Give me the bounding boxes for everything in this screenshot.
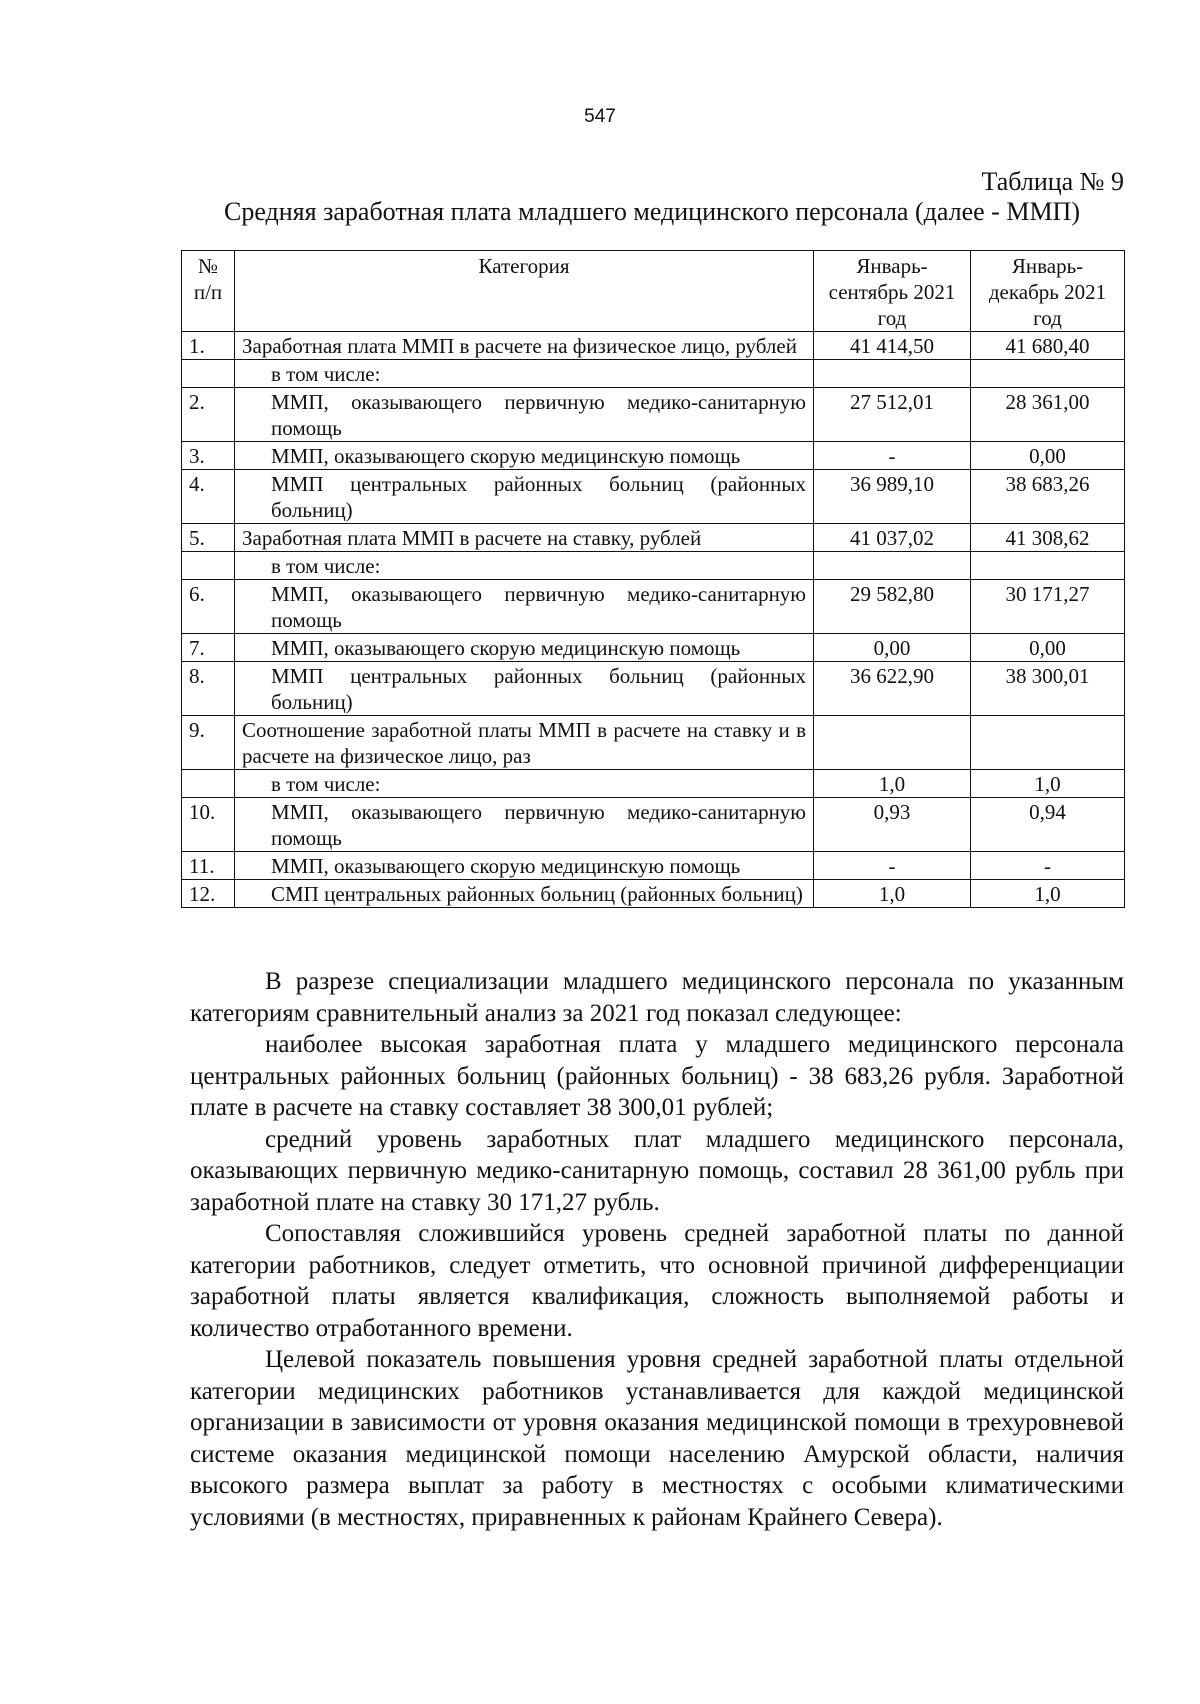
- row-value-jan-sep: 36 989,10: [814, 470, 971, 524]
- row-value-jan-dec: 41 308,62: [971, 524, 1125, 552]
- row-value-jan-sep: 1,0: [814, 880, 971, 908]
- paragraph: Сопоставляя сложившийся уровень средней заработной платы по данной категории работников, следует отметить, что основной причиной дифференциации заработной платы является квалификация, сложность выполняемой работы и количество отработанного времени.: [190, 1220, 1124, 1342]
- row-value-jan-sep: -: [814, 442, 971, 470]
- table-row: [182, 332, 1125, 360]
- table-row: [182, 716, 1125, 770]
- table-row: [182, 770, 1125, 798]
- row-value-jan-sep: 27 512,01: [814, 388, 971, 442]
- row-category: ММП, оказывающего первичную медико-санитарную помощь: [235, 798, 814, 852]
- paragraph: наиболее высокая заработная плата у младшего медицинского персонала центральных районных больниц (районных больниц) - 38 683,26 рубля. Заработной плате в расчете на ставку составляет 38 300,01 рублей;: [190, 1031, 1124, 1121]
- row-category: СМП центральных районных больниц (районных больниц): [235, 880, 814, 908]
- row-value-jan-dec: 41 680,40: [971, 332, 1125, 360]
- row-category: ММП, оказывающего первичную медико-санитарную помощь: [235, 388, 814, 442]
- row-value-jan-sep: [814, 552, 971, 580]
- row-category: ММП, оказывающего скорую медицинскую помощь: [235, 852, 814, 880]
- row-category: ММП, оказывающего скорую медицинскую помощь: [235, 442, 814, 470]
- table-row: [182, 634, 1125, 662]
- row-category: Заработная плата ММП в расчете на ставку, рублей: [235, 524, 814, 552]
- row-value-jan-dec: 38 300,01: [971, 662, 1125, 716]
- row-value-jan-sep: -: [814, 852, 971, 880]
- header-jan-dec: Январь-декабрь 2021 год: [971, 251, 1125, 332]
- row-value-jan-dec: 0,94: [971, 798, 1125, 852]
- row-value-jan-sep: 0,93: [814, 798, 971, 852]
- row-num: 4.: [182, 470, 235, 524]
- row-value-jan-dec: [971, 716, 1125, 770]
- table-row: [182, 470, 1125, 524]
- body-text: [190, 966, 1124, 1533]
- table-label: Таблица № 9: [981, 167, 1124, 196]
- table-row: [182, 852, 1125, 880]
- table-row: [182, 388, 1125, 442]
- row-num: [182, 770, 235, 798]
- row-value-jan-sep: 29 582,80: [814, 580, 971, 634]
- row-num: 11.: [182, 852, 235, 880]
- row-num: 9.: [182, 716, 235, 770]
- row-value-jan-dec: 1,0: [971, 770, 1125, 798]
- table-row: [182, 360, 1125, 388]
- row-value-jan-sep: [814, 360, 971, 388]
- paragraph: В разрезе специализации младшего медицинского персонала по указанным категориям сравнительный анализ за 2021 год показал следующее:: [190, 968, 1124, 1027]
- row-value-jan-sep: 36 622,90: [814, 662, 971, 716]
- row-category: Соотношение заработной платы ММП в расчете на ставку и в расчете на физическое лицо, раз: [235, 716, 814, 770]
- row-category: в том числе:: [235, 360, 814, 388]
- row-value-jan-dec: 0,00: [971, 634, 1125, 662]
- row-value-jan-dec: [971, 360, 1125, 388]
- row-num: [182, 552, 235, 580]
- row-num: 5.: [182, 524, 235, 552]
- row-num: 7.: [182, 634, 235, 662]
- row-value-jan-dec: -: [971, 852, 1125, 880]
- table-row: [182, 524, 1125, 552]
- row-category: ММП центральных районных больниц (районных больниц): [235, 662, 814, 716]
- table-row: [182, 798, 1125, 852]
- header-category: Категория: [235, 251, 814, 332]
- row-value-jan-dec: 30 171,27: [971, 580, 1125, 634]
- row-value-jan-dec: 1,0: [971, 880, 1125, 908]
- row-value-jan-dec: 0,00: [971, 442, 1125, 470]
- table-row: [182, 442, 1125, 470]
- table-row: [182, 580, 1125, 634]
- row-num: 10.: [182, 798, 235, 852]
- header-num: № п/п: [182, 251, 235, 332]
- row-category: ММП центральных районных больниц (районных больниц): [235, 470, 814, 524]
- row-value-jan-dec: 38 683,26: [971, 470, 1125, 524]
- row-num: 2.: [182, 388, 235, 442]
- row-value-jan-sep: 1,0: [814, 770, 971, 798]
- row-num: 1.: [182, 332, 235, 360]
- row-category: ММП, оказывающего скорую медицинскую помощь: [235, 634, 814, 662]
- row-num: 8.: [182, 662, 235, 716]
- row-category: в том числе:: [235, 770, 814, 798]
- row-num: 12.: [182, 880, 235, 908]
- row-value-jan-dec: 28 361,00: [971, 388, 1125, 442]
- table-title: Средняя заработная плата младшего медицинского персонала (далее - ММП): [224, 197, 1080, 226]
- row-value-jan-sep: [814, 716, 971, 770]
- row-category: в том числе:: [235, 552, 814, 580]
- page-number: 547: [584, 106, 616, 127]
- table-row: [182, 880, 1125, 908]
- row-value-jan-dec: [971, 552, 1125, 580]
- header-jan-sep: Январь-сентябрь 2021 год: [814, 251, 971, 332]
- table-header-row: [182, 251, 1125, 332]
- row-value-jan-sep: 41 037,02: [814, 524, 971, 552]
- row-num: 3.: [182, 442, 235, 470]
- row-category: ММП, оказывающего первичную медико-санитарную помощь: [235, 580, 814, 634]
- paragraph: Целевой показатель повышения уровня средней заработной платы отдельной категории медицинских работников устанавливается для каждой медицинской организации в зависимости от уровня оказания медицинской помощи в трехуровневой системе оказания медицинской помощи населению Амурской области, наличия высокого размера выплат за работу в местностях с особыми климатическими условиями (в местностях, приравненных к районам Крайнего Севера).: [190, 1346, 1124, 1531]
- row-category: Заработная плата ММП в расчете на физическое лицо, рублей: [235, 332, 814, 360]
- paragraph: средний уровень заработных плат младшего медицинского персонала, оказывающих первичную медико-санитарную помощь, составил 28 361,00 рубль при заработной плате на ставку 30 171,27 рубль.: [190, 1125, 1124, 1216]
- row-value-jan-sep: 0,00: [814, 634, 971, 662]
- row-num: 6.: [182, 580, 235, 634]
- row-num: [182, 360, 235, 388]
- table-row: [182, 662, 1125, 716]
- row-value-jan-sep: 41 414,50: [814, 332, 971, 360]
- table-row: [182, 552, 1125, 580]
- salary-table: [181, 250, 1125, 908]
